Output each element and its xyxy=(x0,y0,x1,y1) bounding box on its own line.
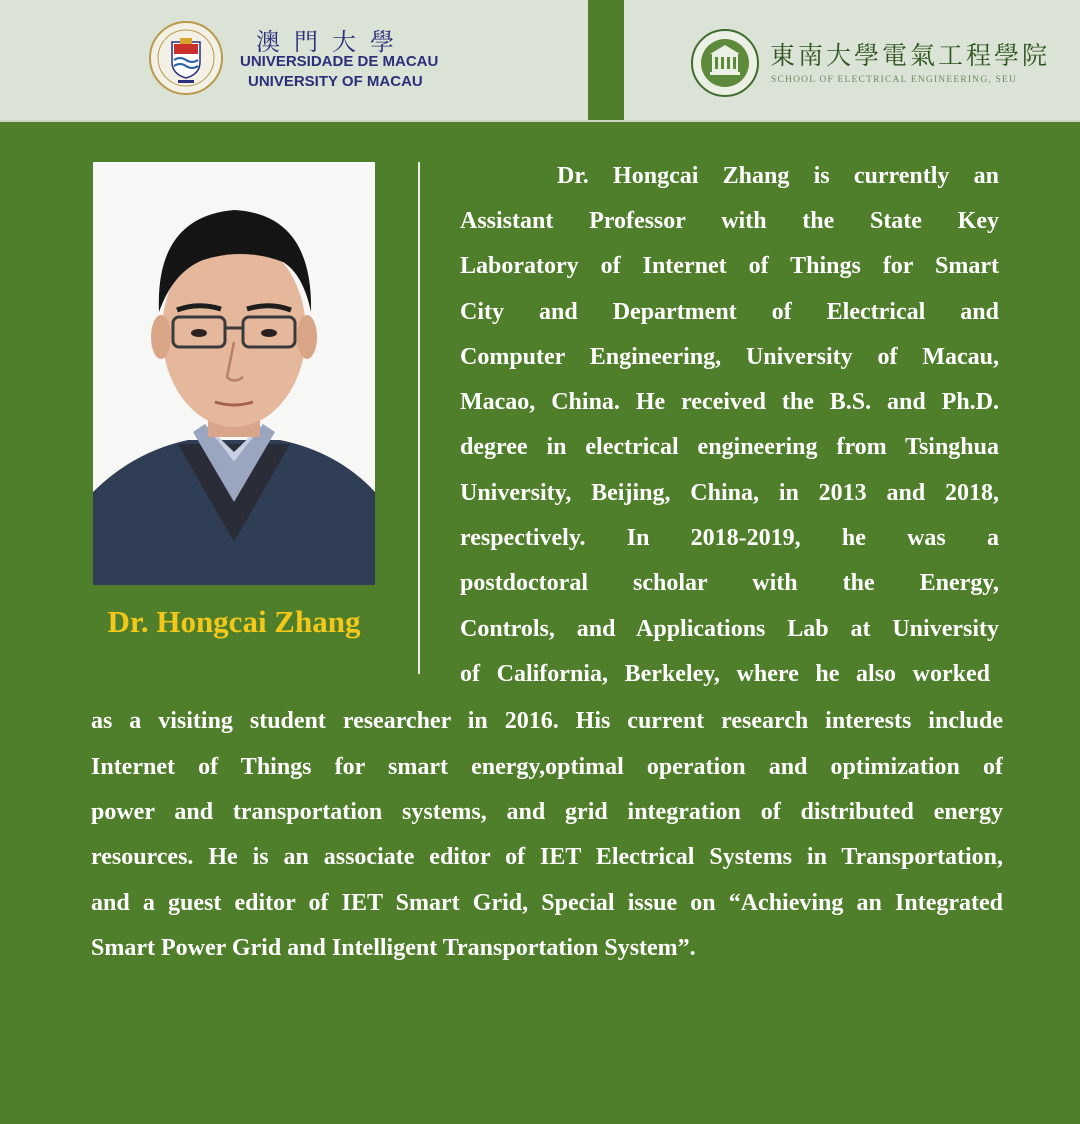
bio-line: Computer Engineering, University of Macau, xyxy=(460,344,999,370)
bio-line: and a guest editor of IET Smart Grid, Special issue on “Achieving an Integrated xyxy=(91,890,1003,916)
bio-line: power and transportation systems, and grid integration of distributed energy xyxy=(91,799,1003,825)
bio-line: Controls, and Applications Lab at University xyxy=(460,616,999,642)
header-band xyxy=(0,0,1080,122)
seu-english-name: SCHOOL OF ELECTRICAL ENGINEERING, SEU xyxy=(771,75,1018,85)
bio-line: Assistant Professor with the State Key xyxy=(460,208,999,234)
seu-chinese-name: 東南大學電氣工程學院 xyxy=(770,41,1051,70)
person-name: Dr. Hongcai Zhang xyxy=(107,604,361,639)
bio-line: resources. He is an associate editor of IET Electrical Systems in Transportation, xyxy=(91,844,1003,870)
um-portuguese-name: UNIVERSIDADE DE MACAU xyxy=(240,53,439,70)
bio-line: Dr. Hongcai Zhang is currently an xyxy=(460,163,999,189)
bio-line: of California, Berkeley, where he also worked xyxy=(460,661,990,687)
um-english-name: UNIVERSITY OF MACAU xyxy=(248,73,423,90)
seu-school-seal-icon xyxy=(690,28,760,98)
bio-line: City and Department of Electrical and xyxy=(460,299,999,325)
bio-line: postdoctoral scholar with the Energy, xyxy=(460,570,999,596)
portrait-image xyxy=(93,162,375,585)
portrait-photo xyxy=(93,162,375,585)
vertical-divider xyxy=(418,162,420,674)
bio-line: as a visiting student researcher in 2016. His current research interests include xyxy=(91,708,1003,734)
bio-line: Internet of Things for smart energy,optimal operation and optimization of xyxy=(91,754,1003,780)
bio-line: respectively. In 2018-2019, he was a xyxy=(460,525,999,551)
bio-line: Laboratory of Internet of Things for Smart xyxy=(460,253,999,279)
um-chinese-name: 澳門大學 xyxy=(256,28,408,56)
header-divider xyxy=(588,0,624,120)
bio-line: Macao, China. He received the B.S. and Ph.D. xyxy=(460,389,999,415)
bio-line: University, Beijing, China, in 2013 and 2018, xyxy=(460,480,999,506)
bio-line: degree in electrical engineering from Tsinghua xyxy=(460,434,999,460)
bio-line: Smart Power Grid and Intelligent Transportation System”. xyxy=(91,935,696,961)
university-of-macau-crest-icon xyxy=(148,20,224,96)
